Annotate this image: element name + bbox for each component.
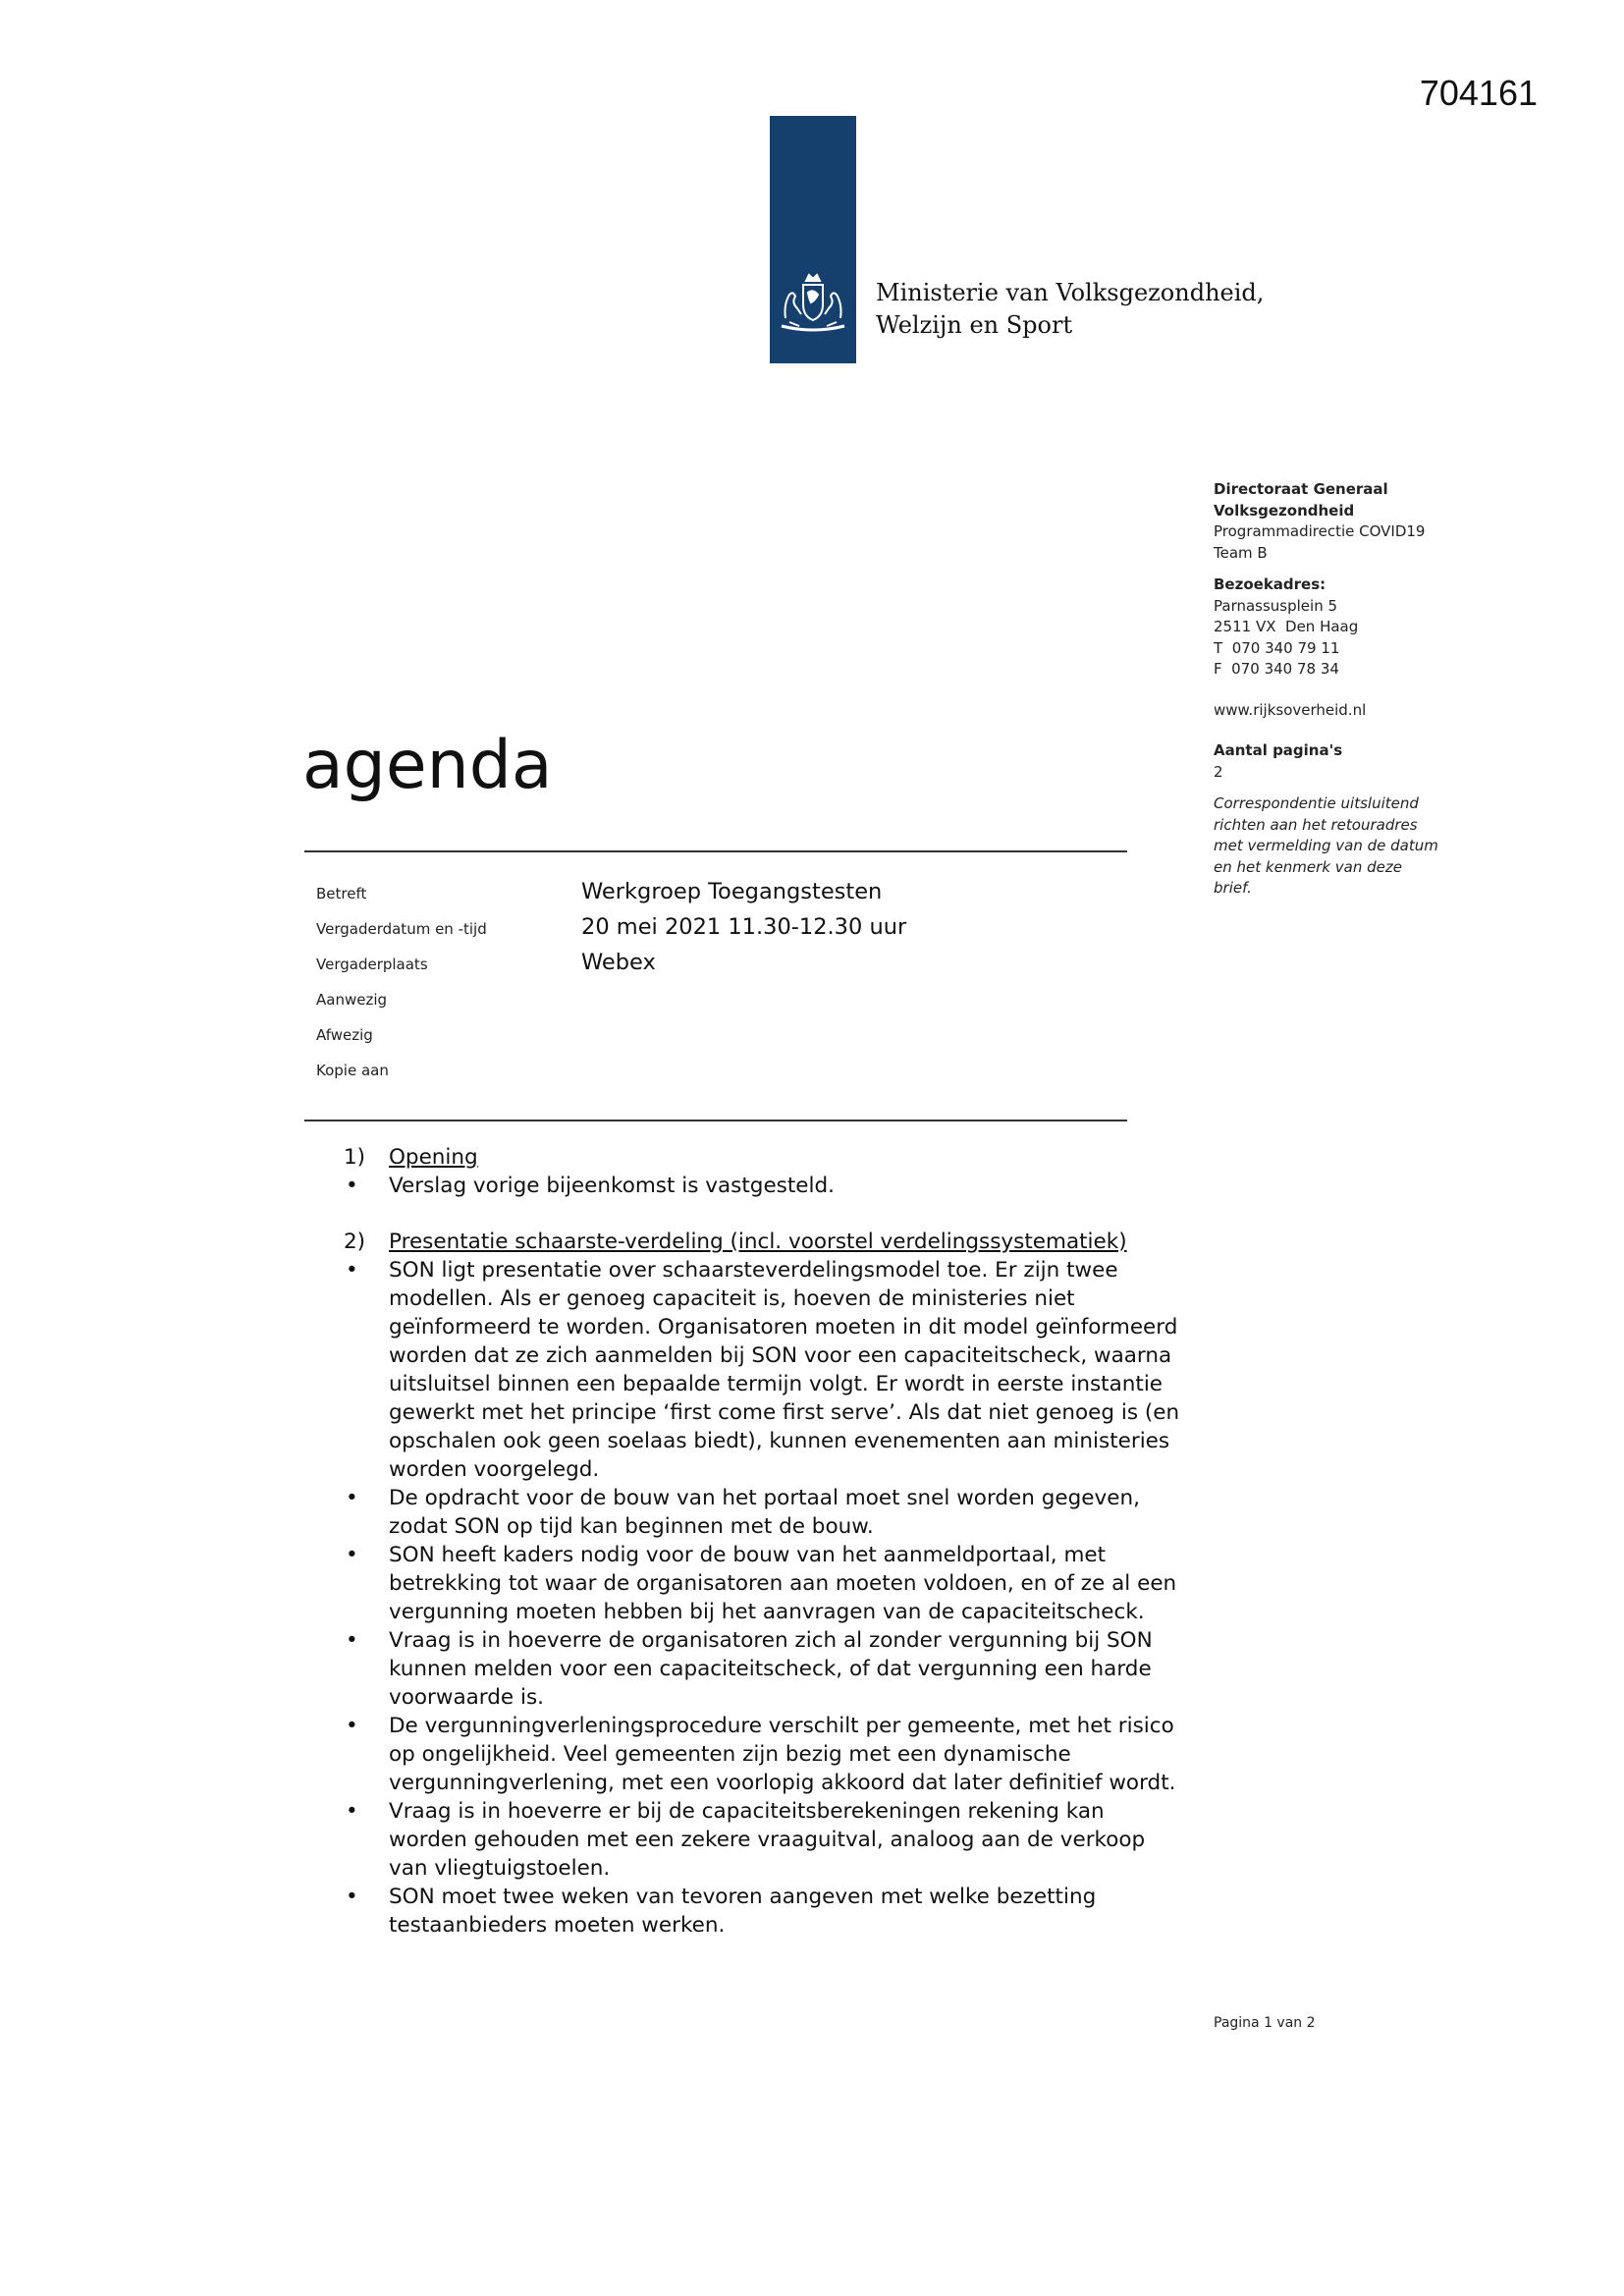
ministry-line-2: Welzijn en Sport bbox=[876, 311, 1073, 339]
list-item: • Vraag is in hoeverre er bij de capaciteitsberekeningen rekening kan worden gehouden met een zekere vraaguitval, analoog aan de verkoop van vliegtuigstoelen. bbox=[344, 1797, 1198, 1883]
royal-crest-icon bbox=[776, 271, 850, 338]
document-id: 704161 bbox=[1419, 73, 1538, 113]
item-number: 2) bbox=[344, 1230, 366, 1254]
meta-label: Kopie aan bbox=[316, 1062, 389, 1079]
list-item: • De opdracht voor de bouw van het portaal moet snel worden gegeven, zodat SON op tijd kan beginnen met de bouw. bbox=[344, 1484, 1198, 1541]
meta-label: Vergaderdatum en -tijd bbox=[316, 920, 487, 938]
note-line-4: en het kenmerk van deze bbox=[1214, 857, 1402, 876]
list-item: • Vraag is in hoeverre de organisatoren zich al zonder vergunning bij SON kunnen melden voor een capaciteitscheck, of dat vergunning een harde voorwaarde is. bbox=[344, 1626, 1198, 1712]
dept-line-1: Directoraat Generaal bbox=[1214, 480, 1388, 498]
meta-labels bbox=[316, 876, 487, 1088]
agenda-content bbox=[344, 1143, 1198, 1940]
bullet-list bbox=[344, 1172, 1198, 1200]
visit-heading: Bezoekadres: bbox=[1214, 575, 1326, 593]
dept-line-3: Programmadirectie COVID19 bbox=[1214, 522, 1426, 540]
ministry-name bbox=[876, 277, 1264, 342]
divider-top bbox=[304, 850, 1127, 852]
meta-value-subject: Werkgroep Toegangstesten bbox=[581, 879, 883, 904]
meta-label: Aanwezig bbox=[316, 991, 388, 1009]
divider-bottom bbox=[304, 1120, 1127, 1121]
ministry-line-1: Ministerie van Volksgezondheid, bbox=[876, 279, 1265, 306]
dept-line-4: Team B bbox=[1214, 543, 1268, 562]
list-item: • De vergunningverleningsprocedure verschilt per gemeente, met het risico op ongelijkheid. Veel gemeenten zijn bezig met een dynamische vergunningverlening, met een voorlopig akkoord dat later definitief wordt. bbox=[344, 1712, 1198, 1797]
item-number: 1) bbox=[344, 1145, 366, 1170]
phone: T 070 340 79 11 bbox=[1214, 638, 1340, 657]
page-number: Pagina 1 van 2 bbox=[1214, 2015, 1316, 2031]
agenda-item-heading bbox=[344, 1228, 1198, 1256]
fax: F 070 340 78 34 bbox=[1214, 660, 1339, 678]
note-line-2: richten aan het retouradres bbox=[1214, 815, 1418, 834]
meta-value-datetime: 20 mei 2021 11.30-12.30 uur bbox=[581, 914, 907, 940]
meta-label: Vergaderplaats bbox=[316, 956, 428, 973]
bullet-list bbox=[344, 1256, 1198, 1940]
note-line-3: met vermelding van de datum bbox=[1214, 837, 1438, 854]
list-item: • SON moet twee weken van tevoren aangeven met welke bezetting testaanbieders moeten werken. bbox=[344, 1883, 1198, 1940]
pages-value: 2 bbox=[1214, 762, 1223, 781]
agenda-item-heading bbox=[344, 1143, 1198, 1172]
note-line-1: Correspondentie uitsluitend bbox=[1214, 794, 1419, 812]
item-label: Opening bbox=[389, 1145, 478, 1170]
pages-heading: Aantal pagina's bbox=[1214, 741, 1343, 759]
list-item: • SON heeft kaders nodig voor de bouw van het aanmeldportaal, met betrekking tot waar de organisatoren aan moeten voldoen, en of ze al een vergunning moeten hebben bij het aanvragen van de capaciteitscheck. bbox=[344, 1541, 1198, 1626]
website-link[interactable]: www.rijksoverheid.nl bbox=[1214, 700, 1367, 719]
meta-value-location: Webex bbox=[581, 950, 656, 975]
list-item: • Verslag vorige bijeenkomst is vastgesteld. bbox=[344, 1172, 1198, 1200]
note-line-5: brief. bbox=[1214, 879, 1252, 897]
page-title: agenda bbox=[302, 727, 553, 804]
meta-label: Betreft bbox=[316, 885, 367, 902]
logo-bar bbox=[770, 116, 856, 363]
sender-sidebar bbox=[1214, 479, 1469, 900]
meta-label: Afwezig bbox=[316, 1026, 373, 1044]
meta-values bbox=[581, 874, 906, 980]
item-label: Presentatie schaarste-verdeling (incl. voorstel verdelingssystematiek) bbox=[389, 1230, 1127, 1254]
list-item: • SON ligt presentatie over schaarsteverdelingsmodel toe. Er zijn twee modellen. Als er genoeg capaciteit is, hoeven de ministeries niet geïnformeerd te worden. Organisatoren moeten in dit model geïnformeerd worden dat ze zich aanmelden bij SON voor een capaciteitscheck, waarna uitsluitsel binnen een bepaalde termijn volgt. Er wordt in eerste instantie gewerkt met het principe ‘first come first serve’. Als dat niet genoeg is (en opschalen ook geen soelaas biedt), kunnen evenementen aan ministeries worden voorgelegd. bbox=[344, 1256, 1198, 1484]
dept-line-2: Volksgezondheid bbox=[1214, 501, 1355, 519]
address-line-2: 2511 VX Den Haag bbox=[1214, 618, 1359, 635]
address-line-1: Parnassusplein 5 bbox=[1214, 596, 1338, 615]
